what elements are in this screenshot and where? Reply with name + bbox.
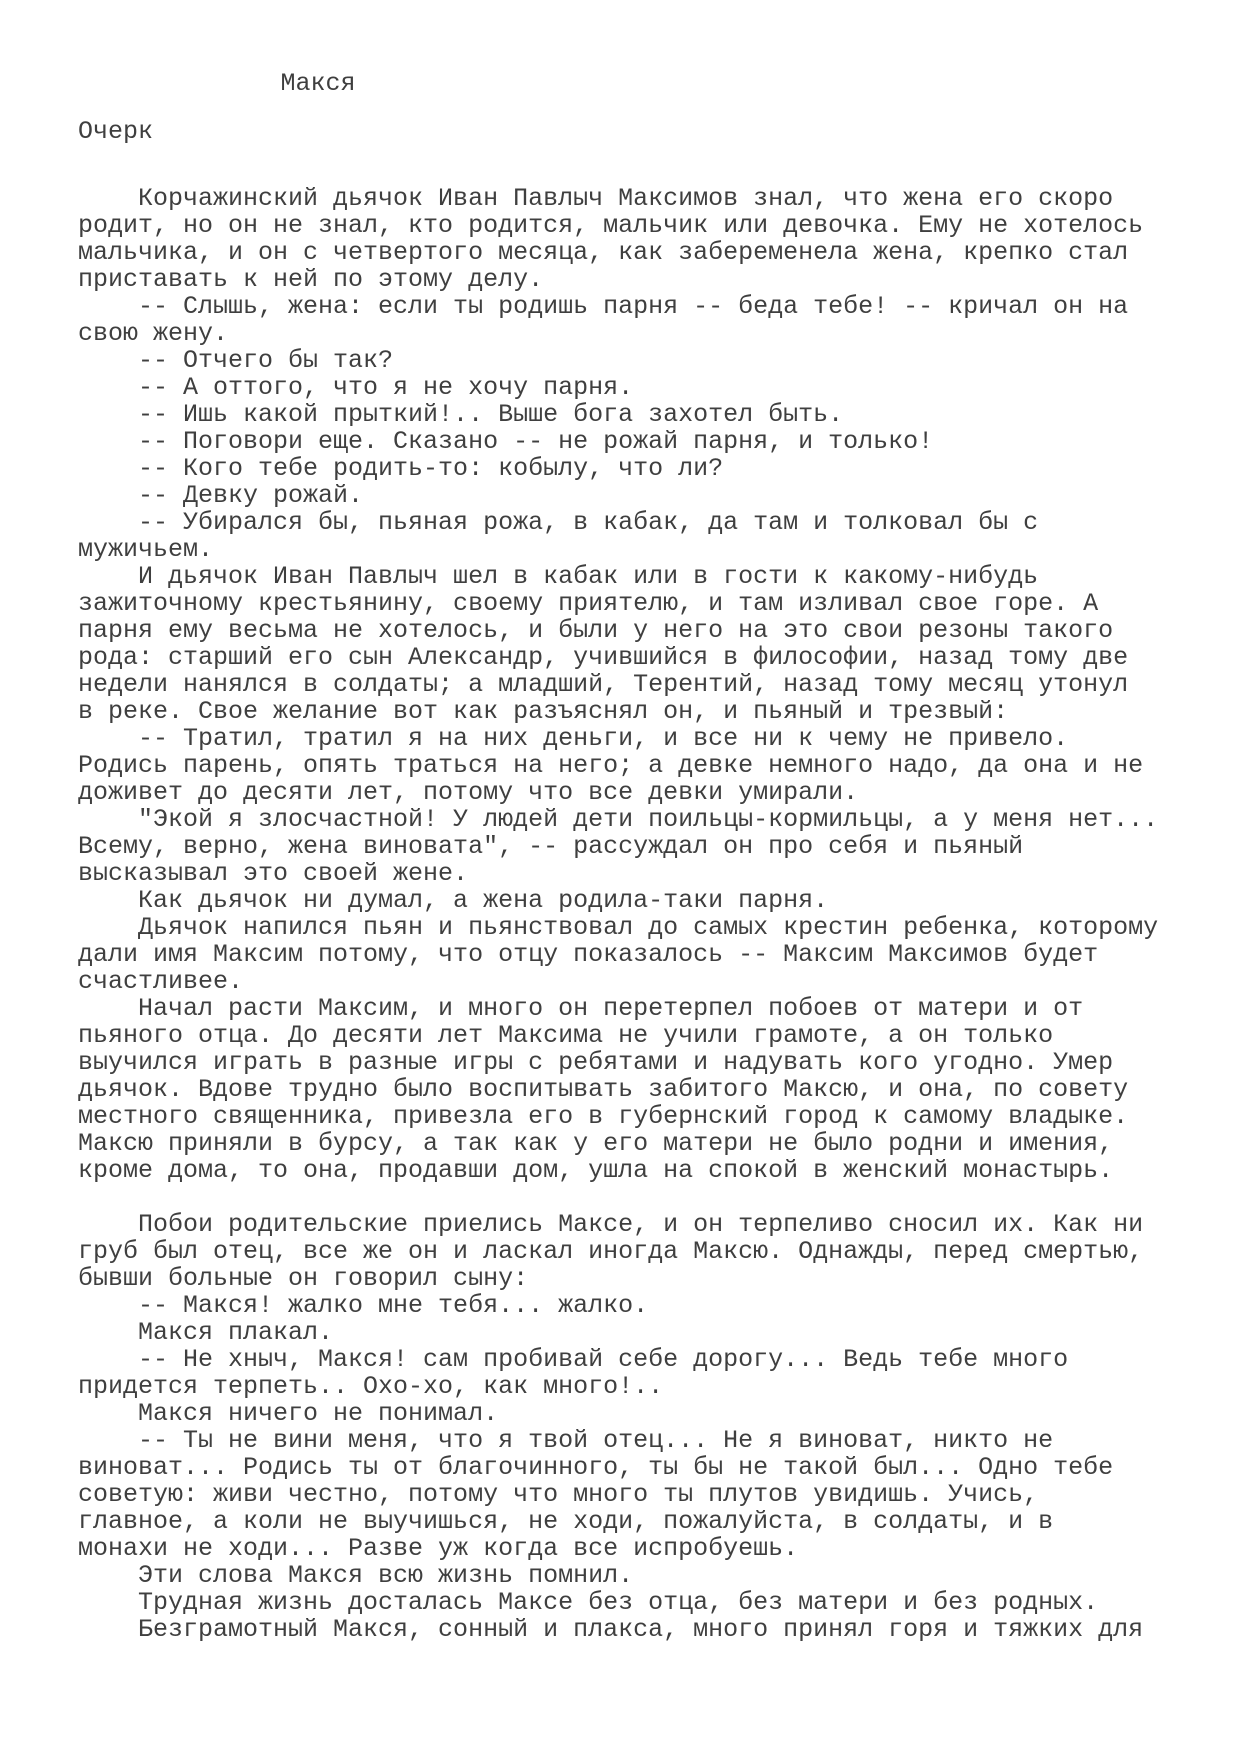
text-line: Дьячок напился пьян и пьянствовал до самых крестин ребенка, которому <box>78 913 1159 942</box>
text-line: счастливее. <box>78 967 244 996</box>
text-line: Макся плакал. <box>78 1318 334 1347</box>
text-line: Максю приняли в бурсу, а так как у его матери не было родни и имения, <box>78 1129 1114 1158</box>
text-line: советую: живи честно, потому что много ты плутов увидишь. Учись, <box>78 1480 1039 1509</box>
text-line: Начал расти Максим, и много он перетерпел побоев от матери и от <box>78 994 1084 1023</box>
text-line: родит, но он не знал, кто родится, мальчик или девочка. Ему не хотелось <box>78 211 1144 240</box>
text-line: зажиточному крестьянину, своему приятелю, и там изливал свое горе. А <box>78 589 1099 618</box>
text-line: -- Девку рожай. <box>78 481 364 510</box>
page-title: Макся <box>280 69 356 98</box>
text-line: парня ему весьма не хотелось, и были у него на это свои резоны такого <box>78 616 1114 645</box>
text-line: мальчика, и он с четвертого месяца, как забеременела жена, крепко стал <box>78 238 1129 267</box>
text-line: рода: старший его сын Александр, учившийся в философии, назад тому две <box>78 643 1129 672</box>
text-line: монахи не ходи... Разве уж когда все испробуешь. <box>78 1534 799 1563</box>
text-line: дьячок. Вдове трудно было воспитывать забитого Максю, и она, по совету <box>78 1075 1129 1104</box>
text-line: пьяного отца. До десяти лет Максима не учили грамоте, а он только <box>78 1021 1054 1050</box>
text-line: -- Слышь, жена: если ты родишь парня -- беда тебе! -- кричал он на <box>78 292 1129 321</box>
text-line: приставать к ней по этому делу. <box>78 265 544 294</box>
text-line: Побои родительские приелись Максе, и он терпеливо сносил их. Как ни <box>78 1210 1144 1239</box>
text-line: -- Тратил, тратил я на них деньги, и все ни к чему не привело. <box>78 724 1069 753</box>
document-content <box>78 70 1212 1643</box>
text-line: виноват... Родись ты от благочинного, ты бы не такой был... Одно тебе <box>78 1453 1114 1482</box>
text-line: -- Убирался бы, пьяная рожа, в кабак, да там и толковал бы с <box>78 508 1039 537</box>
text-line: -- Макся! жалко мне тебя... жалко. <box>78 1291 649 1320</box>
text-line: -- Поговори еще. Сказано -- не рожай парня, и только! <box>78 427 934 456</box>
body-text <box>78 185 1212 1643</box>
text-line: "Экой я злосчастной! У людей дети поильцы-кормильцы, а у меня нет... <box>78 805 1159 834</box>
text-line: бывши больные он говорил сыну: <box>78 1264 529 1293</box>
page-subtitle: Очерк <box>78 117 154 146</box>
text-line: свою жену. <box>78 319 229 348</box>
text-line: доживет до десяти лет, потому что все девки умирали. <box>78 778 859 807</box>
text-line: главное, а коли не выучишься, не ходи, пожалуйста, в солдаты, и в <box>78 1507 1054 1536</box>
text-line: И дьячок Иван Павлыч шел в кабак или в гости к какому-нибудь <box>78 562 1039 591</box>
text-line: Корчажинский дьячок Иван Павлыч Максимов знал, что жена его скоро <box>78 184 1114 213</box>
text-line: в реке. Свое желание вот как разъяснял он, и пьяный и трезвый: <box>78 697 1009 726</box>
text-line: придется терпеть.. Охо-хо, как много!.. <box>78 1372 664 1401</box>
text-line: дали имя Максим потому, что отцу показалось -- Максим Максимов будет <box>78 940 1099 969</box>
text-line: высказывал это своей жене. <box>78 859 469 888</box>
text-line: -- А оттого, что я не хочу парня. <box>78 373 634 402</box>
text-line: -- Ты не вини меня, что я твой отец... Не я виноват, никто не <box>78 1426 1054 1455</box>
text-line: Макся ничего не понимал. <box>78 1399 499 1428</box>
text-line: Трудная жизнь досталась Максе без отца, без матери и без родных. <box>78 1588 1099 1617</box>
text-line: местного священника, привезла его в губернский город к самому владыке. <box>78 1102 1129 1131</box>
text-line: мужичьем. <box>78 535 214 564</box>
text-line: выучился играть в разные игры с ребятами и надувать кого угодно. Умер <box>78 1048 1114 1077</box>
text-line <box>78 1184 1212 1211</box>
text-line: Родись парень, опять траться на него; а девке немного надо, да она и не <box>78 751 1144 780</box>
text-line: Как дьячок ни думал, а жена родила-таки парня. <box>78 886 829 915</box>
text-line: Безграмотный Макся, сонный и плакса, много принял горя и тяжких для <box>78 1615 1144 1644</box>
text-line: Всему, верно, жена виновата", -- рассуждал он про себя и пьяный <box>78 832 1024 861</box>
text-line: груб был отец, все же он и ласкал иногда Максю. Однажды, перед смертью, <box>78 1237 1144 1266</box>
text-line: -- Кого тебе родить-то: кобылу, что ли? <box>78 454 724 483</box>
text-line: недели нанялся в солдаты; а младший, Терентий, назад тому месяц утонул <box>78 670 1129 699</box>
text-line: -- Не хныч, Макся! сам пробивай себе дорогу... Ведь тебе много <box>78 1345 1069 1374</box>
text-line: -- Ишь какой прыткий!.. Выше бога захотел быть. <box>78 400 844 429</box>
text-line: -- Отчего бы так? <box>78 346 394 375</box>
text-line: кроме дома, то она, продавши дом, ушла на спокой в женский монастырь. <box>78 1156 1114 1185</box>
text-line: Эти слова Макся всю жизнь помнил. <box>78 1561 634 1590</box>
